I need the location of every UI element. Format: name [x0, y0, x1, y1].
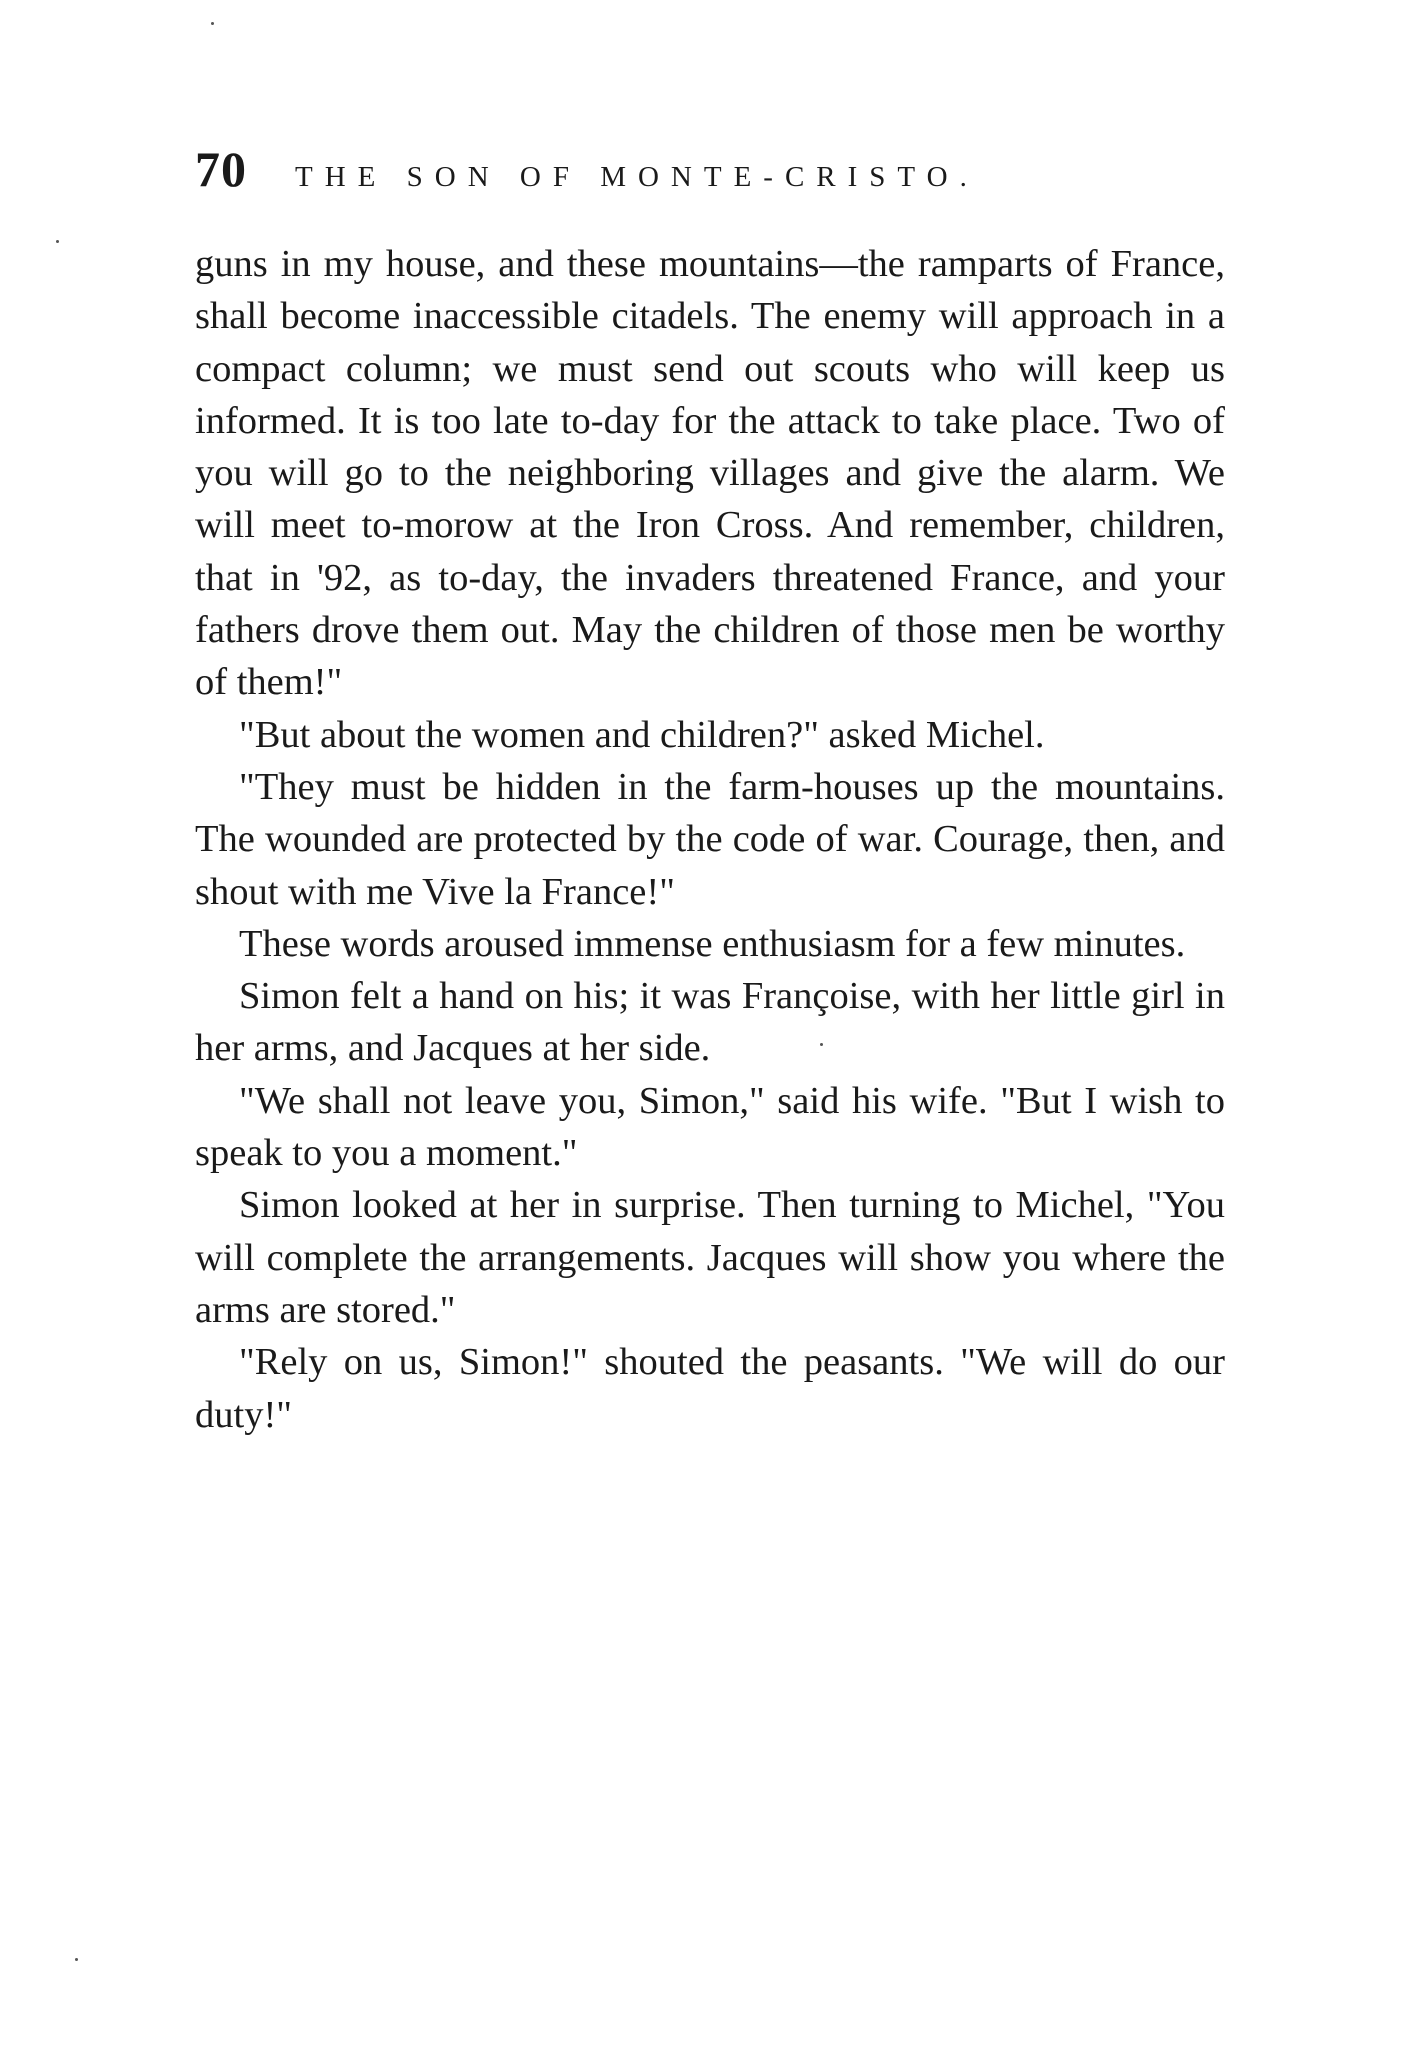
paragraph: "But about the women and children?" asked Michel. — [239, 713, 1045, 756]
running-header — [195, 140, 1225, 200]
print-speck — [56, 240, 59, 243]
paragraph: "Rely on us, Simon!" shouted the peasants. "We will do our duty!" — [195, 1341, 1225, 1436]
print-speck — [211, 22, 214, 25]
page-number: 70 — [195, 141, 247, 197]
paragraph: "They must be hidden in the farm-houses up the mountains. The wounded are protected by the code of war. Courage, then, and shout with me Vive la France!" — [195, 765, 1225, 913]
paragraph: These words aroused immense enthusiasm for a few minutes. — [239, 922, 1186, 965]
print-speck — [75, 1958, 78, 1961]
paragraph: guns in my house, and these mountains—the ramparts of France, shall become inaccessible citadels. The enemy will approach in a compact column; we must send out scouts who will keep us informed. It is too late to-day for the attack to take place. Two of you will go to the neighboring villages and give the alarm. We will meet to-morow at the Iron Cross. And remember, children, that in '92, as to-day, the invaders threatened France, and your fathers drove them out. May the children of those men be worthy of them!" — [195, 243, 1225, 704]
body-text — [195, 238, 1225, 1441]
running-title: THE SON OF MONTE-CRISTO. — [295, 161, 979, 193]
paragraph: Simon looked at her in surprise. Then turning to Michel, "You will complete the arrangements. Jacques will show you where the arms are stored." — [195, 1184, 1225, 1331]
paragraph: "We shall not leave you, Simon," said his wife. "But I wish to speak to you a moment." — [195, 1079, 1225, 1175]
paragraph: Simon felt a hand on his; it was Françoise, with her little girl in her arms, and Jacques at her side. — [195, 975, 1225, 1070]
